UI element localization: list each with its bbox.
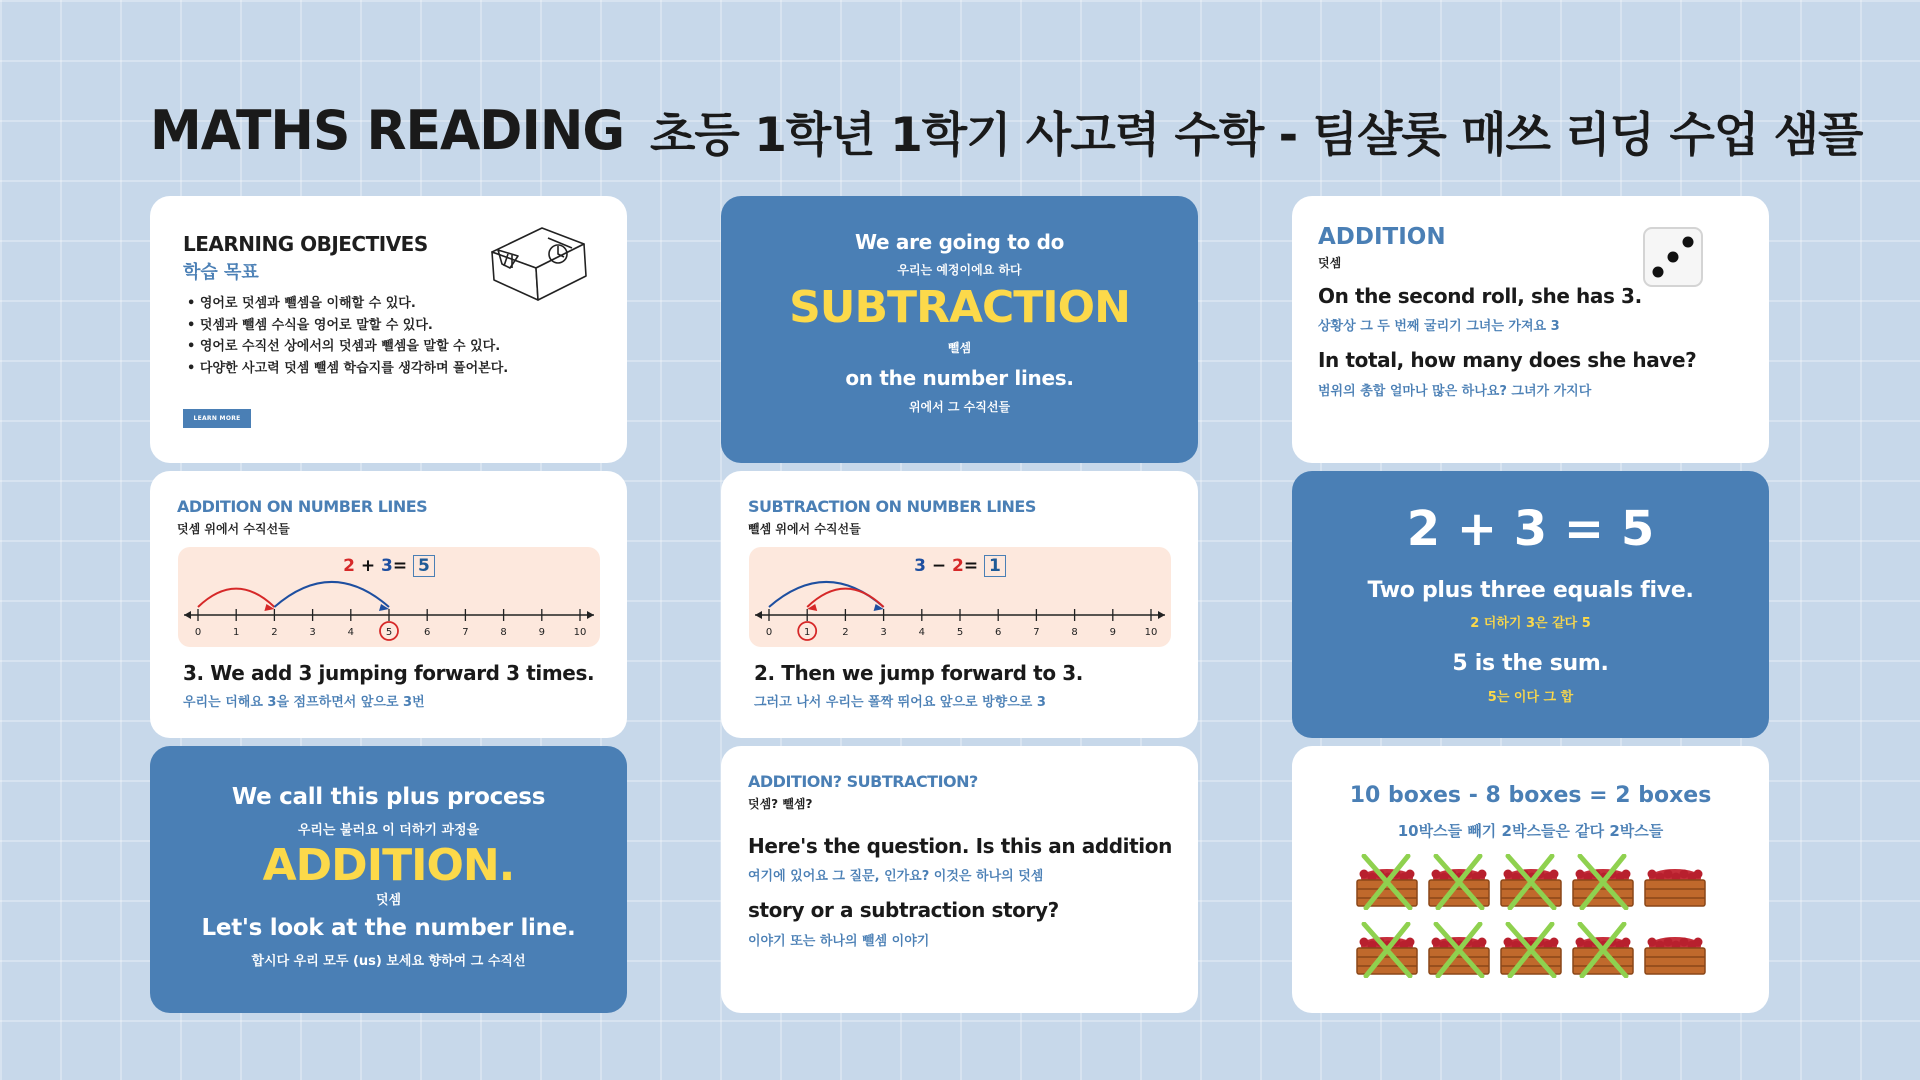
eq-operator: +	[360, 556, 376, 576]
box	[1642, 922, 1708, 978]
card-sum-equation[interactable]	[1292, 471, 1769, 738]
tick-label: 3	[880, 627, 887, 638]
objective-item: • 다양한 사고력 덧셈 뺄셈 학습지를 생각하며 풀어본다.	[187, 358, 508, 380]
tick-label: 6	[995, 627, 1002, 638]
tick-label: 2	[271, 627, 278, 638]
objective-item: • 영어로 수직선 상에서의 덧셈과 뺄셈을 말할 수 있다.	[187, 336, 508, 358]
objective-item: • 덧셈과 뺄셈 수식을 영어로 말할 수 있다.	[187, 315, 508, 337]
intro-big-word: SUBTRACTION	[789, 282, 1130, 333]
process-big-word: ADDITION.	[262, 840, 515, 891]
question-line2-ko: 이야기 또는 하나의 뺄셈 이야기	[748, 934, 930, 949]
addline-heading: ADDITION ON NUMBER LINES	[177, 497, 428, 516]
fruit	[1694, 938, 1703, 947]
tick-label: 2	[842, 627, 849, 638]
dice-heading: ADDITION	[1318, 224, 1446, 250]
tick-label: 7	[1033, 627, 1040, 638]
crate-body	[1645, 948, 1705, 974]
crossed-box	[1570, 854, 1636, 910]
subtraction-number-line	[749, 547, 1171, 647]
card-boxes-subtraction[interactable]	[1292, 746, 1769, 1013]
eq-operand-b: 3	[381, 556, 393, 576]
addline-step: 3. We add 3 jumping forward 3 times.	[183, 661, 595, 685]
title-english: MATHS READING	[150, 99, 625, 163]
tick-label: 0	[194, 627, 202, 638]
fruit	[1432, 870, 1441, 879]
jump-arc	[807, 589, 883, 607]
number-line-panel	[178, 547, 600, 647]
question-heading: ADDITION? SUBTRACTION?	[748, 772, 978, 791]
tick-label: 10	[573, 627, 587, 638]
title-korean: 초등 1학년 1학기 사고력 수학 - 팀샬롯 매쓰 리딩 수업 샘플	[650, 107, 1863, 163]
dice-heading-ko: 덧셈	[1318, 256, 1342, 270]
card-subtraction-number-line[interactable]	[721, 471, 1198, 738]
sum-sentence-ko: 2 더하기 3은 같다 5	[1470, 616, 1591, 631]
fruit	[1478, 870, 1487, 879]
dice-icon	[1642, 226, 1704, 288]
process-line1-ko: 우리는 불러요 이 더하기 과정을	[297, 823, 480, 838]
page-title	[150, 96, 1863, 166]
fruit	[1550, 870, 1559, 879]
tick-label: 10	[1144, 627, 1158, 638]
objectives-subheading: 학습 목표	[183, 262, 259, 283]
card-addition-number-line[interactable]	[150, 471, 627, 738]
number-line-panel	[749, 547, 1171, 647]
eq-operand-a: 2	[343, 556, 355, 576]
fruit	[1432, 938, 1441, 947]
eq-operand-a: 3	[914, 556, 926, 576]
fruit	[1680, 870, 1689, 879]
axis-arrow-right	[587, 611, 594, 619]
fruit	[1406, 938, 1415, 947]
fruit	[1576, 870, 1585, 879]
tick-label: 6	[424, 627, 431, 638]
card-addition-process[interactable]	[150, 746, 627, 1013]
process-line1: We call this plus process	[231, 784, 546, 810]
tick-label: 4	[918, 627, 925, 638]
subline-step-ko: 그러고 나서 우리는 폴짝 뛰어요 앞으로 방향으로 3	[754, 695, 1046, 710]
tick-label: 8	[1071, 627, 1078, 638]
question-line1-ko: 여기에 있어요 그 질문, 인가요? 이것은 하나의 덧셈	[748, 869, 1044, 884]
crate-body	[1645, 880, 1705, 906]
tick-label: 3	[309, 627, 316, 638]
crossed-box	[1426, 854, 1492, 910]
axis-arrow-right	[1158, 611, 1165, 619]
tick-label: 4	[347, 627, 354, 638]
dice-question-2: In total, how many does she have?	[1318, 348, 1697, 372]
fruit	[1360, 870, 1369, 879]
tick-label: 8	[500, 627, 507, 638]
tick-label: 0	[765, 627, 773, 638]
tick-label: 5	[385, 627, 393, 638]
question-heading-ko: 덧셈? 뺄셈?	[748, 797, 813, 811]
process-line2: Let's look at the number line.	[201, 915, 576, 941]
eq-result-box: 5	[413, 555, 435, 577]
axis-arrow-left	[755, 611, 762, 619]
fruit	[1622, 870, 1631, 879]
tick-label: 9	[1109, 627, 1116, 638]
card-subtraction-intro[interactable]	[721, 196, 1198, 463]
learn-more-button[interactable]: LEARN MORE	[183, 409, 251, 428]
fruit	[1664, 870, 1673, 879]
eq-result-box: 1	[984, 555, 1006, 577]
crossed-box	[1354, 922, 1420, 978]
intro-line1: We are going to do	[854, 230, 1065, 254]
tick-label: 7	[462, 627, 469, 638]
box-grid	[1354, 854, 1710, 984]
fruit	[1406, 870, 1415, 879]
card-addition-or-subtraction[interactable]	[721, 746, 1198, 1013]
tick-label: 9	[538, 627, 545, 638]
fruit	[1360, 938, 1369, 947]
crossed-box	[1498, 922, 1564, 978]
crossed-box	[1426, 922, 1492, 978]
process-big-ko: 덧셈	[375, 893, 402, 908]
fruit	[1694, 870, 1703, 879]
boxes-equation-ko: 10박스들 빼기 2박스들은 같다 2박스들	[1397, 822, 1664, 840]
jump-arc	[198, 589, 274, 607]
intro-line2-ko: 위에서 그 수직선들	[908, 400, 1011, 414]
eq-operand-b: 2	[952, 556, 964, 576]
process-line2-ko: 합시다 우리 모두 (us) 보세요 향하여 그 수직선	[251, 954, 526, 969]
card-addition-dice[interactable]	[1292, 196, 1769, 463]
crossed-box	[1570, 922, 1636, 978]
intro-line1-ko: 우리는 예정이에요 하다	[897, 263, 1022, 277]
fruit	[1648, 938, 1657, 947]
crossed-box	[1498, 854, 1564, 910]
subline-step: 2. Then we jump forward to 3.	[754, 661, 1083, 685]
tick-label: 5	[956, 627, 964, 638]
book-icon	[488, 224, 590, 306]
eq-equals: =	[963, 556, 979, 576]
subline-heading: SUBTRACTION ON NUMBER LINES	[748, 497, 1036, 516]
fruit	[1504, 870, 1513, 879]
dice-question-2-ko: 범위의 총합 얼마나 많은 하나요? 그녀가 가지다	[1318, 384, 1592, 399]
fruit	[1478, 938, 1487, 947]
intro-line2: on the number lines.	[845, 366, 1074, 390]
addline-heading-ko: 덧셈 위에서 수직선들	[177, 522, 290, 536]
sum-sentence: Two plus three equals five.	[1367, 578, 1694, 603]
objectives-heading: LEARNING OBJECTIVES	[183, 232, 428, 256]
objective-item: • 영어로 덧셈과 뺄셈을 이해할 수 있다.	[187, 293, 508, 315]
fruit	[1664, 938, 1673, 947]
fruit	[1504, 938, 1513, 947]
fruit	[1680, 938, 1689, 947]
sum-equation: 2 + 3 = 5	[1406, 501, 1655, 557]
subline-heading-ko: 뺄셈 위에서 수직선들	[748, 522, 861, 536]
crossed-box	[1354, 854, 1420, 910]
question-line2: story or a subtraction story?	[748, 898, 1059, 922]
fruit	[1648, 870, 1657, 879]
fruit	[1622, 938, 1631, 947]
intro-big-ko: 뺄셈	[947, 341, 972, 355]
jump-arc	[274, 582, 389, 607]
dice-question-1-ko: 상황상 그 두 번째 굴리기 그녀는 가져요 3	[1318, 319, 1560, 334]
box	[1642, 854, 1708, 910]
boxes-equation: 10 boxes - 8 boxes = 2 boxes	[1349, 783, 1712, 808]
axis-arrow-left	[184, 611, 191, 619]
addline-step-ko: 우리는 더해요 3을 점프하면서 앞으로 3번	[183, 695, 425, 710]
eq-equals: =	[392, 556, 408, 576]
addition-number-line	[178, 547, 600, 647]
sum-statement-ko: 5는 이다 그 합	[1487, 690, 1574, 705]
eq-operator: −	[931, 556, 947, 576]
fruit	[1576, 938, 1585, 947]
tick-label: 1	[804, 627, 811, 638]
dice-question-1: On the second roll, she has 3.	[1318, 284, 1642, 308]
objectives-list	[187, 293, 508, 379]
question-line1: Here's the question. Is this an addition	[748, 834, 1172, 858]
fruit	[1550, 938, 1559, 947]
tick-label: 1	[233, 627, 240, 638]
card-learning-objectives[interactable]	[150, 196, 627, 463]
sum-statement: 5 is the sum.	[1452, 651, 1609, 676]
